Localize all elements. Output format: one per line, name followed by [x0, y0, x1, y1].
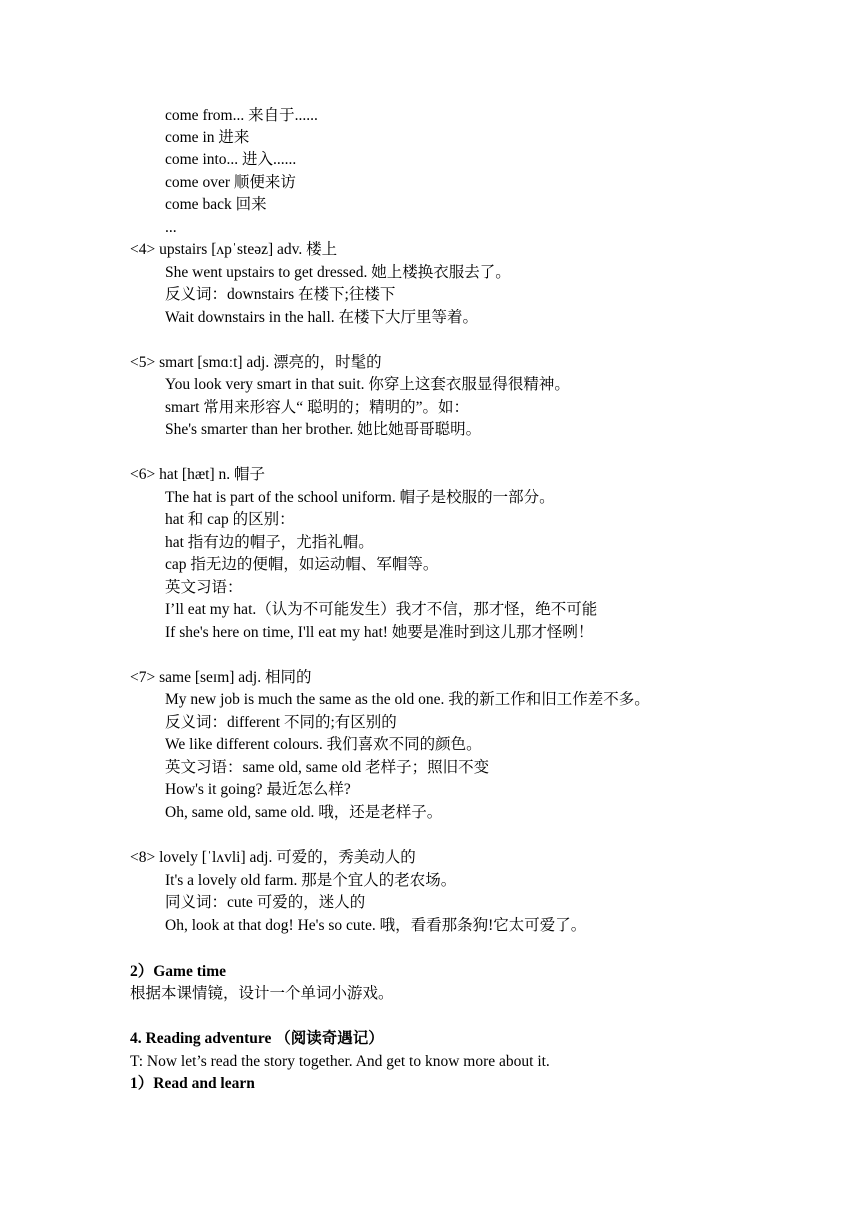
entry-5-example-2: She's smarter than her brother. 她比她哥哥聪明。: [165, 421, 482, 438]
entry-4-heading: <4> upstairs [ʌpˈsteəz] adv. 楼上: [130, 241, 338, 258]
read-and-learn-heading: 1）Read and learn: [130, 1075, 255, 1092]
entry-4-example-2: Wait downstairs in the hall. 在楼下大厅里等着。: [165, 309, 479, 326]
entry-6-difference: hat 和 cap 的区别：: [165, 511, 295, 528]
entry-4-example-1: She went upstairs to get dressed. 她上楼换衣服去了。: [165, 264, 511, 281]
entry-5-note: smart 常用来形容人“ 聪明的；精明的”。如：: [165, 399, 469, 416]
entry-5-example-1: You look very smart in that suit. 你穿上这套衣服显得很精神。: [165, 376, 570, 393]
game-time-text: 根据本课情镜，设计一个单词小游戏。: [130, 985, 394, 1002]
entry-6-idiom-label: 英文习语：: [165, 579, 243, 596]
entry-7-example-2: We like different colours. 我们喜欢不同的颜色。: [165, 736, 482, 753]
game-time-heading: 2）Game time: [130, 963, 226, 980]
phrase-come-in: come in 进来: [165, 129, 250, 146]
entry-6-hat-definition: hat 指有边的帽子，尤指礼帽。: [165, 534, 374, 551]
entry-5-heading: <5> smart [smɑːt] adj. 漂亮的，时髦的: [130, 354, 382, 371]
reading-adventure-heading: 4. Reading adventure （阅读奇遇记）: [130, 1030, 384, 1047]
entry-7-antonym: 反义词：different 不同的;有区别的: [165, 714, 397, 731]
entry-6-example-2: If she's here on time, I'll eat my hat! 她要是准时到这儿那才怪咧！: [165, 624, 594, 641]
entry-7-answer: Oh, same old, same old. 哦，还是老样子。: [165, 804, 443, 821]
entry-6-heading: <6> hat [hæt] n. 帽子: [130, 466, 266, 483]
entry-6-cap-definition: cap 指无边的便帽，如运动帽、军帽等。: [165, 556, 439, 573]
phrase-come-from: come from... 来自于......: [165, 107, 318, 124]
entry-8-heading: <8> lovely [ˈlʌvli] adj. 可爱的，秀美动人的: [130, 849, 416, 866]
entry-8-example-2: Oh, look at that dog! He's so cute. 哦，看看那条狗!它太可爱了。: [165, 917, 587, 934]
entry-7-question: How's it going? 最近怎么样?: [165, 781, 351, 798]
entry-6-idiom: I’ll eat my hat.（认为不可能发生）我才不信，那才怪，绝不可能: [165, 601, 598, 618]
entry-8-example-1: It's a lovely old farm. 那是个宜人的老农场。: [165, 872, 457, 889]
phrase-come-over: come over 顺便来访: [165, 174, 296, 191]
phrase-come-back: come back 回来: [165, 196, 267, 213]
entry-4-antonym: 反义词：downstairs 在楼下;往楼下: [165, 286, 396, 303]
reading-intro-text: T: Now let’s read the story together. And get to know more about it.: [130, 1053, 550, 1070]
entry-7-heading: <7> same [seɪm] adj. 相同的: [130, 669, 312, 686]
entry-8-synonym: 同义词：cute 可爱的，迷人的: [165, 894, 366, 911]
entry-7-example-1: My new job is much the same as the old one. 我的新工作和旧工作差不多。: [165, 691, 650, 708]
phrase-come-into: come into... 进入......: [165, 151, 297, 168]
entry-6-example-1: The hat is part of the school uniform. 帽子是校服的一部分。: [165, 489, 555, 506]
entry-7-idiom: 英文习语：same old, same old 老样子；照旧不变: [165, 759, 490, 776]
ellipsis: ...: [165, 219, 177, 236]
